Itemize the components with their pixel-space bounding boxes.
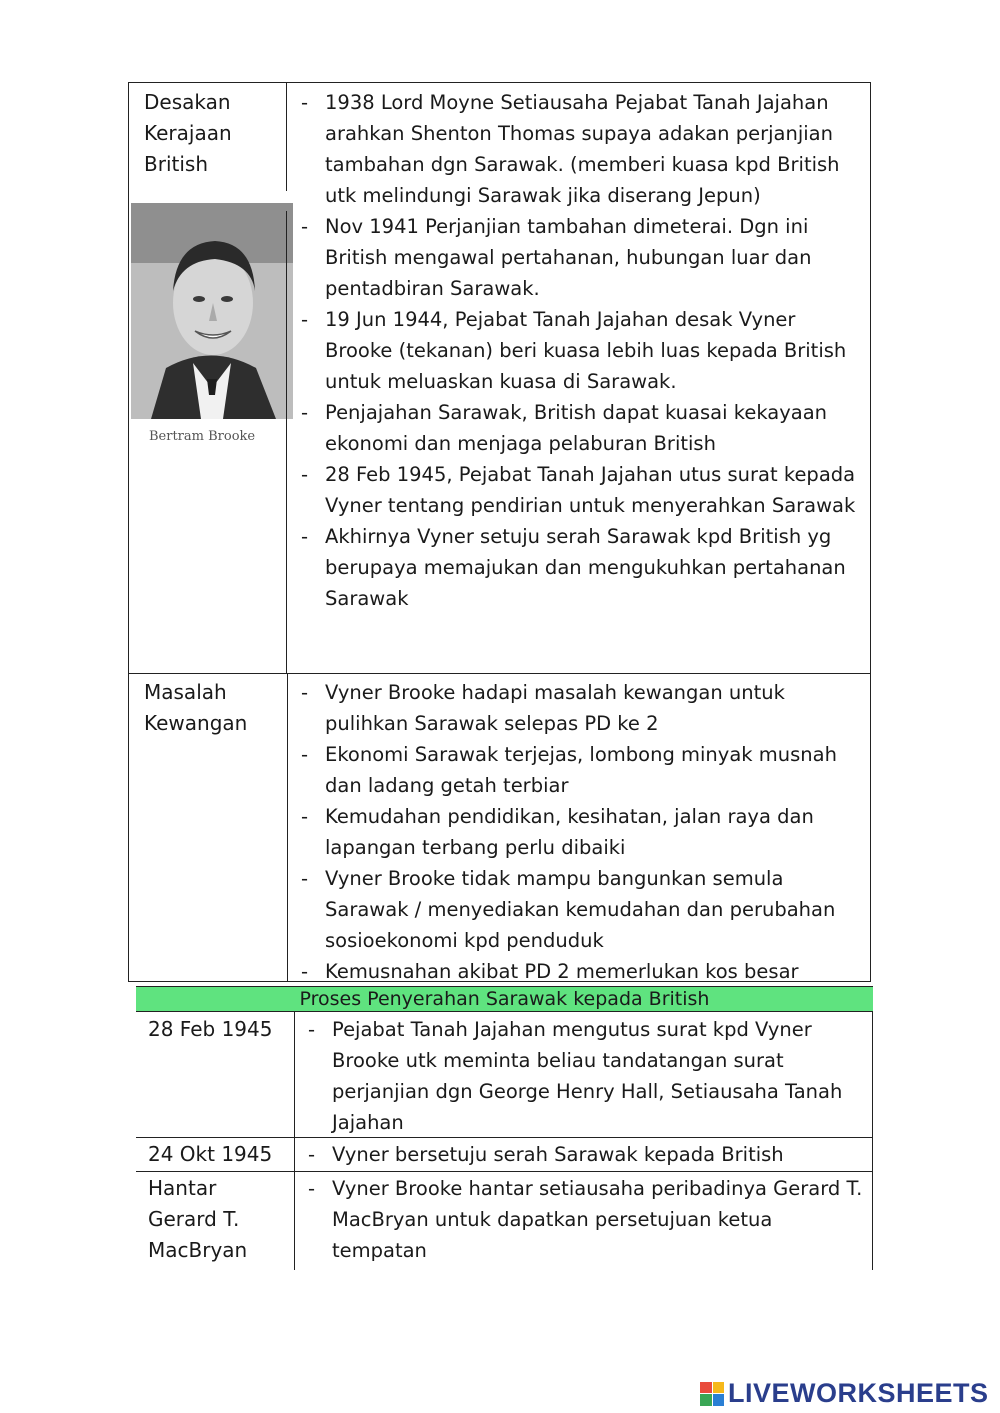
list-item: - Akhirnya Vyner setuju serah Sarawak kpd British yg berupaya memajukan dan mengukuhkan pertahanan Sarawak [299, 521, 860, 614]
list-item: - Pejabat Tanah Jajahan mengutus surat kpd Vyner Brooke utk meminta beliau tandatangan surat perjanjian dgn George Henry Hall, Setiausaha Tanah Jajahan [306, 1014, 863, 1138]
row-label: Hantar Gerard T. MacBryan [148, 1176, 248, 1262]
row-label: Desakan Kerajaan British [144, 90, 232, 176]
table-row [136, 1137, 873, 1172]
row-label-cell [129, 673, 288, 981]
table-row [136, 1171, 873, 1270]
bullet-list [299, 677, 860, 987]
table-sarawak-factors [128, 82, 871, 982]
list-item: - Vyner Brooke tidak mampu bangunkan semula Sarawak / menyediakan kemudahan dan perubahan sosioekonomi kpd penduduk [299, 863, 860, 956]
table-row-kewangan [129, 673, 870, 981]
row-label-cell [136, 1012, 295, 1137]
row-label-cell [136, 1171, 295, 1270]
list-item: - 1938 Lord Moyne Setiausaha Pejabat Tanah Jajahan arahkan Shenton Thomas supaya adakan perjanjian tambahan dgn Sarawak. (memberi kuasa kpd British utk melindungi Sarawak jika diserang Jepun) [299, 87, 860, 211]
table-penyerahan [136, 1012, 873, 1270]
table-row-desakan [129, 83, 870, 674]
logo-text: LIVEWORKSHEETS [728, 1378, 989, 1408]
photo-caption: Bertram Brooke [149, 429, 256, 444]
list-item: - 28 Feb 1945, Pejabat Tanah Jajahan utus surat kepada Vyner tentang pendirian untuk menyerahkan Sarawak [299, 459, 860, 521]
liveworksheets-logo-icon [700, 1382, 724, 1406]
row-content [299, 677, 860, 987]
row-label: Masalah Kewangan [144, 680, 248, 735]
list-item: - Kemudahan pendidikan, kesihatan, jalan raya dan lapangan terbang perlu dibaiki [299, 801, 860, 863]
table-row [136, 1012, 873, 1138]
row-content [306, 1014, 863, 1138]
row-content [306, 1173, 863, 1266]
list-item: - Vyner Brooke hantar setiausaha peribadinya Gerard T. MacBryan untuk dapatkan persetujuan ketua tempatan [306, 1173, 863, 1266]
bullet-list [299, 87, 860, 614]
liveworksheets-logo [700, 1378, 989, 1409]
row-label: 28 Feb 1945 [148, 1017, 273, 1041]
portrait-icon [131, 203, 293, 419]
list-item: - Nov 1941 Perjanjian tambahan dimeterai. Dgn ini British mengawal pertahanan, hubungan luar dan pentadbiran Sarawak. [299, 211, 860, 304]
list-item: - Kemusnahan akibat PD 2 memerlukan kos besar [299, 956, 860, 987]
portrait-photo [131, 203, 293, 419]
list-item: - Vyner bersetuju serah Sarawak kepada British [306, 1139, 863, 1170]
list-item: - 19 Jun 1944, Pejabat Tanah Jajahan desak Vyner Brooke (tekanan) beri kuasa lebih luas kepada British untuk meluaskan kuasa di Sarawak. [299, 304, 860, 397]
row-label-cell [129, 83, 287, 673]
list-item: - Penjajahan Sarawak, British dapat kuasai kekayaan ekonomi dan menjaga pelaburan British [299, 397, 860, 459]
row-label: 24 Okt 1945 [148, 1142, 273, 1166]
section-header: Proses Penyerahan Sarawak kepada British [136, 986, 873, 1012]
row-content [306, 1139, 863, 1170]
list-item: - Ekonomi Sarawak terjejas, lombong minyak musnah dan ladang getah terbiar [299, 739, 860, 801]
row-content [299, 87, 860, 614]
row-label-cell [136, 1137, 295, 1171]
list-item: - Vyner Brooke hadapi masalah kewangan untuk pulihkan Sarawak selepas PD ke 2 [299, 677, 860, 739]
